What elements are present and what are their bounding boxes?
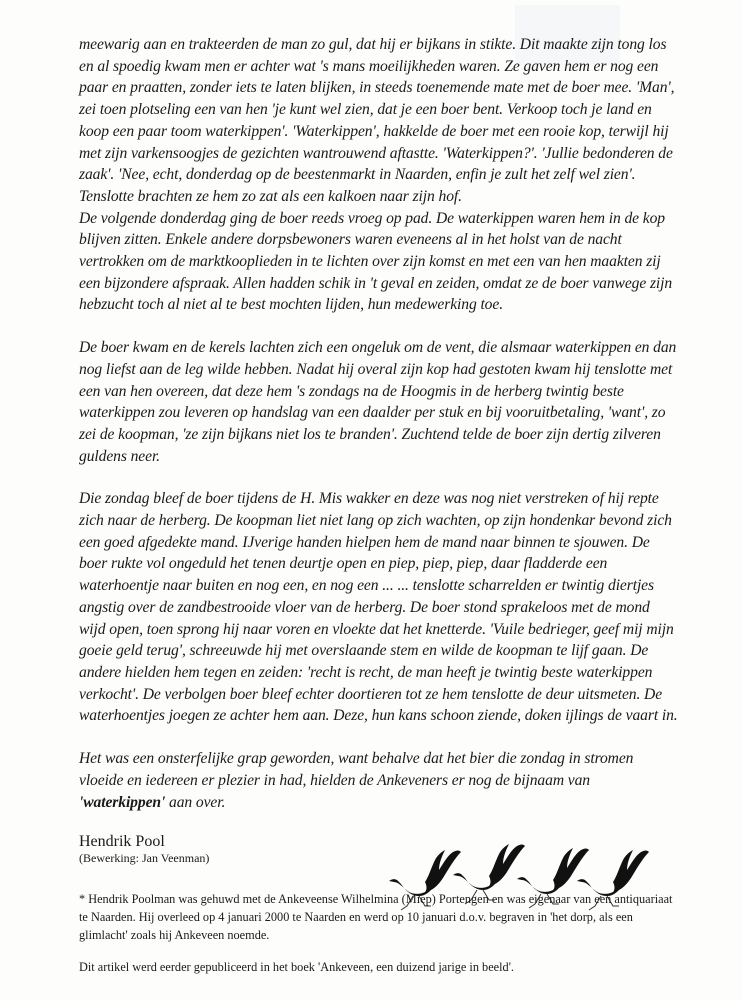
story-paragraph: meewarig aan en trakteerden de man zo gul, dat hij er bijkans in stikte. Dit maakte zijn tong los en al spoedig kwam men er achter wat 's mans moeilijkheden waren. Ze gaven hem er nog een paar en praatten, zonder iets te laten blijken, in steeds toenemende mate met de boer mee. 'Man', zei toen plotseling een van hen 'je kunt wel zien, dat je een boer bent. Verkoop toch je land en koop een paar toom waterkippen'. 'Waterkippen', hakkelde de boer met een rooie kop, terwijl hij met zijn varkensoogjes de gezichten wantrouwend aftastte. 'Waterkippen?'. 'Jullie bedonderen de zaak'. 'Nee, echt, donderdag op de beestenmarkt in Naarden, enfin je zult het zelf wel zien'. Tenslotte brachten ze hem zo zat als een kalkoen naar zijn hof. [79, 36, 675, 205]
story-closing-paragraph [79, 748, 679, 813]
story-paragraph: De volgende donderdag ging de boer reeds vroeg op pad. De waterkippen waren hem in de kop blijven zitten. Enkele andere dorpsbewoners waren eveneens al in het holst van de nacht vertrokken om de marktkooplieden in te lichten over zijn komst en met een van hen maakten zij een bijzondere afspraak. Allen hadden schik in 't geval en zeiden, omdat ze de boer vanwege zijn hebzucht toch al niet al te best mochten lijden, hun medewerking toe. [79, 209, 673, 314]
author-biography-note: * Hendrik Poolman was gehuwd met de Ankeveense Wilhelmina (Miep) Portengen en was eigenaar van een antiquariaat te Naarden. Hij overleed op 4 januari 2000 te Naarden en werd op 10 januari d.o.v. begraven in 'het dorp, als een glimlacht' zoals hij Ankeveen noemde. [79, 892, 673, 942]
publication-note: Dit artikel werd eerder gepubliceerd in het boek 'Ankeveen, een duizend jarige in beeld'. [79, 960, 514, 974]
story-body [79, 34, 679, 813]
nickname-emphasis: 'waterkippen' [79, 793, 166, 811]
article-page [79, 34, 679, 922]
story-paragraph: De boer kwam en de kerels lachten zich een ongeluk om de vent, die alsmaar waterkippen en dan nog liefst aan de leg wilde hebben. Nadat hij overal zijn kop had gestoten kwam hij tenslotte met een van hen overeen, dat deze hem 's zondags na de Hoogmis in de herberg twintig beste waterkippen zou leveren op handslag van een daalder per stuk en bij vooruitbetaling, 'want', zo zei de koopman, 'ze zijn bijkans niet los te branden'. Zuchtend telde de boer zijn dertig zilveren guldens neer. [79, 339, 677, 465]
closing-text-end: aan over. [165, 793, 226, 811]
closing-text: Het was een onsterfelijke grap geworden, want behalve dat het bier die zondag in stromen vloeide en iedereen er plezier in had, hielden de Ankeveners er nog de bijnaam van [79, 750, 634, 789]
footnote-block [79, 890, 679, 976]
story-paragraph: Die zondag bleef de boer tijdens de H. Mis wakker en deze was nog niet verstreken of hij repte zich naar de herberg. De koopman liet niet lang op zich wachten, op zijn hondenkar bevond zich een goed afgedekte mand. IJverige handen hielpen hem de mand naar binnen te sjouwen. De boer rukte vol ongeduld het tenen deurtje open en piep, piep, piep, daar fladderde een waterhoentje naar buiten en nog een, en nog een ... ... tenslotte scharrelden er twintig diertjes angstig over de zandbestrooide vloer van de herberg. De boer stond sprakeloos met de mond wijd open, toen sprong hij naar voren en vloekte dat het knetterde. 'Vuile bedrieger, geef mij mijn goeie geld terug', schreeuwde hij met overslaande stem en wilde de koopman te lijf gaan. De andere hielden hem tegen en zeiden: 'recht is recht, de man heeft je twintig beste waterkippen verkocht'. De verbolgen boer bleef echter doortieren tot ze hem tenslotte de deur uitsmeten. De waterhoentjes joegen ze achter hem aan. Deze, hun kans schoon ziende, doken ijlings de vaart in. [79, 490, 678, 725]
author-name: Hendrik Pool [79, 833, 165, 851]
editor-credit: (Bewerking: Jan Veenman) [79, 851, 210, 866]
